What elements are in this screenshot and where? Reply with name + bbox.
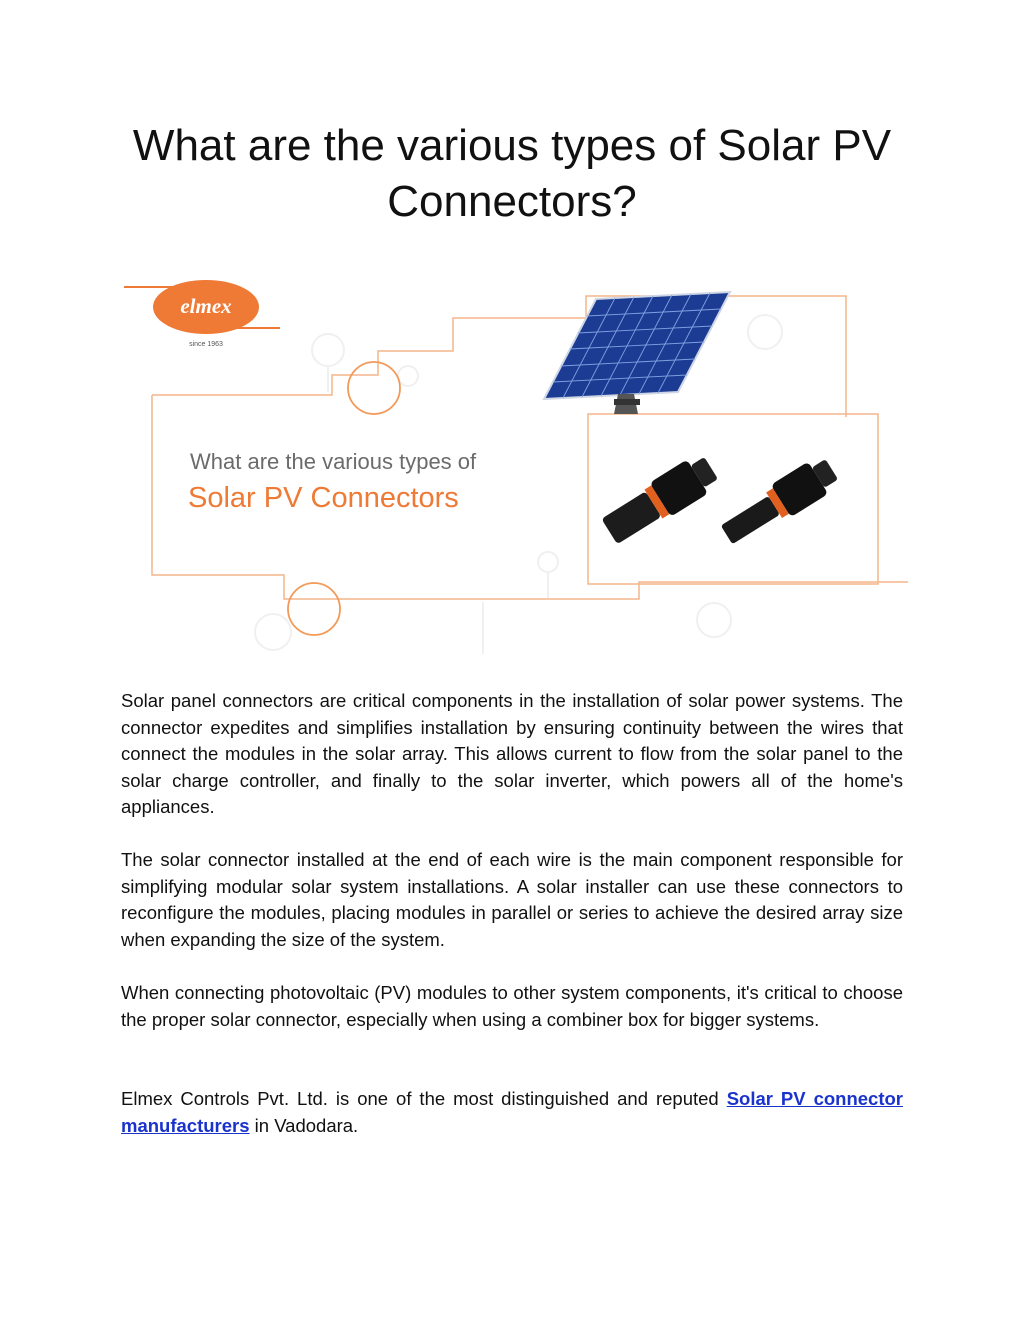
banner-heading-line1: What are the various types of: [190, 449, 477, 474]
paragraph-2: The solar connector installed at the end of each wire is the main component responsible for simplifying modular solar system installations. A solar installer can use these connectors to reconfigure the modules, placing modules in parallel or series to achieve the desired array size when expanding the size of the system.: [121, 849, 903, 950]
svg-text:elmex: elmex: [180, 294, 232, 318]
pv-connectors-illustration: [599, 451, 842, 551]
paragraph-1: Solar panel connectors are critical components in the installation of solar power systems. The connector expedites and simplifies installation by ensuring continuity between the wires that connect the modules in the solar array. This allows current to flow from the solar panel to the solar charge controller, and finally to the solar inverter, which powers all of the home's appliances.: [121, 690, 903, 817]
page-title: What are the various types of Solar PV Connectors?: [132, 121, 892, 226]
paragraph-4-tail: in Vadodara.: [249, 1114, 359, 1136]
solar-panel-illustration: [544, 292, 730, 414]
manufacturers-link[interactable]: Solar PV connector manufacturers: [121, 1088, 903, 1136]
banner-heading-line2: Solar PV Connectors: [188, 482, 459, 514]
elmex-logo: [124, 280, 280, 348]
svg-text:since 1963: since 1963: [189, 341, 223, 348]
paragraph-4: [121, 1086, 903, 1139]
paragraph-4-lead: Elmex Controls Pvt. Ltd. is one of the most distinguished and reputed: [121, 1088, 727, 1109]
paragraph-3: When connecting photovoltaic (PV) modules to other system components, it's critical to choose the proper solar connector, especially when using a combiner box for bigger systems.: [121, 982, 903, 1030]
banner-image: [118, 262, 908, 662]
